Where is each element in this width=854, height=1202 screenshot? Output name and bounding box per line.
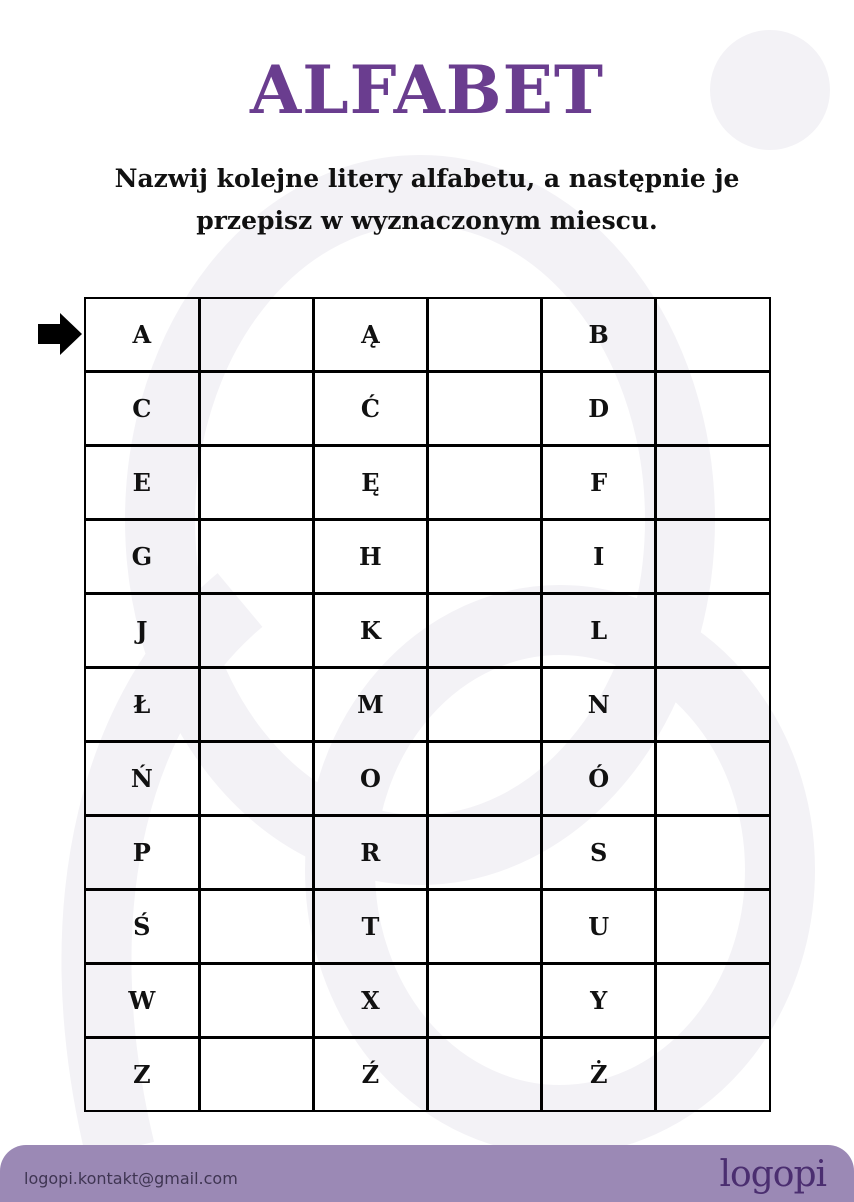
table-row bbox=[85, 372, 770, 446]
arrow-right-icon bbox=[36, 311, 84, 357]
table-row bbox=[85, 742, 770, 816]
letter-cell: W bbox=[85, 964, 199, 1038]
writing-cell[interactable] bbox=[427, 594, 541, 668]
table-row bbox=[85, 298, 770, 372]
letter-cell: Ę bbox=[313, 446, 427, 520]
letter-cell: R bbox=[313, 816, 427, 890]
letter-cell: Ź bbox=[313, 1038, 427, 1112]
letter-cell: Ń bbox=[85, 742, 199, 816]
instruction-line: Nazwij kolejne litery alfabetu, a następnie je bbox=[114, 164, 740, 193]
writing-cell[interactable] bbox=[199, 446, 313, 520]
letter-cell: S bbox=[542, 816, 656, 890]
writing-cell[interactable] bbox=[199, 742, 313, 816]
instruction-text bbox=[90, 158, 764, 242]
writing-cell[interactable] bbox=[427, 372, 541, 446]
footer bbox=[0, 1145, 854, 1202]
writing-cell[interactable] bbox=[427, 298, 541, 372]
letter-cell: Ś bbox=[85, 890, 199, 964]
writing-cell[interactable] bbox=[199, 1038, 313, 1112]
letter-cell: J bbox=[85, 594, 199, 668]
letter-cell: B bbox=[542, 298, 656, 372]
writing-cell[interactable] bbox=[656, 446, 770, 520]
writing-cell[interactable] bbox=[199, 964, 313, 1038]
alphabet-table bbox=[84, 297, 771, 1112]
table-row bbox=[85, 816, 770, 890]
letter-cell: L bbox=[542, 594, 656, 668]
writing-cell[interactable] bbox=[199, 816, 313, 890]
table-row bbox=[85, 594, 770, 668]
table-row bbox=[85, 520, 770, 594]
writing-cell[interactable] bbox=[427, 890, 541, 964]
writing-cell[interactable] bbox=[427, 964, 541, 1038]
table-row bbox=[85, 668, 770, 742]
letter-cell: Y bbox=[542, 964, 656, 1038]
writing-cell[interactable] bbox=[427, 446, 541, 520]
letter-cell: O bbox=[313, 742, 427, 816]
letter-cell: C bbox=[85, 372, 199, 446]
writing-cell[interactable] bbox=[656, 372, 770, 446]
letter-cell: P bbox=[85, 816, 199, 890]
letter-cell: H bbox=[313, 520, 427, 594]
writing-cell[interactable] bbox=[656, 742, 770, 816]
writing-cell[interactable] bbox=[427, 1038, 541, 1112]
writing-cell[interactable] bbox=[656, 1038, 770, 1112]
letter-cell: X bbox=[313, 964, 427, 1038]
writing-cell[interactable] bbox=[199, 520, 313, 594]
letter-cell: Ó bbox=[542, 742, 656, 816]
writing-cell[interactable] bbox=[656, 890, 770, 964]
letter-cell: Ą bbox=[313, 298, 427, 372]
writing-cell[interactable] bbox=[199, 372, 313, 446]
writing-cell[interactable] bbox=[427, 668, 541, 742]
writing-cell[interactable] bbox=[199, 298, 313, 372]
letter-cell: I bbox=[542, 520, 656, 594]
letter-cell: F bbox=[542, 446, 656, 520]
letter-cell: E bbox=[85, 446, 199, 520]
writing-cell[interactable] bbox=[199, 890, 313, 964]
writing-cell[interactable] bbox=[427, 742, 541, 816]
table-row bbox=[85, 1038, 770, 1112]
letter-cell: Ć bbox=[313, 372, 427, 446]
letter-cell: M bbox=[313, 668, 427, 742]
writing-cell[interactable] bbox=[199, 594, 313, 668]
letter-cell: U bbox=[542, 890, 656, 964]
letter-cell: Ł bbox=[85, 668, 199, 742]
writing-cell[interactable] bbox=[199, 668, 313, 742]
letter-cell: G bbox=[85, 520, 199, 594]
writing-cell[interactable] bbox=[656, 594, 770, 668]
letter-cell: N bbox=[542, 668, 656, 742]
footer-logo: logopi bbox=[719, 1154, 826, 1195]
instruction-line: przepisz w wyznaczonym miescu. bbox=[196, 206, 658, 235]
footer-email[interactable]: logopi.kontakt@gmail.com bbox=[24, 1169, 238, 1188]
writing-cell[interactable] bbox=[656, 668, 770, 742]
writing-cell[interactable] bbox=[427, 816, 541, 890]
page-title: ALFABET bbox=[249, 51, 604, 129]
table-row bbox=[85, 890, 770, 964]
letter-cell: T bbox=[313, 890, 427, 964]
table-row bbox=[85, 964, 770, 1038]
letter-cell: A bbox=[85, 298, 199, 372]
writing-cell[interactable] bbox=[427, 520, 541, 594]
letter-cell: K bbox=[313, 594, 427, 668]
letter-cell: Ż bbox=[542, 1038, 656, 1112]
writing-cell[interactable] bbox=[656, 298, 770, 372]
writing-cell[interactable] bbox=[656, 816, 770, 890]
table-row bbox=[85, 446, 770, 520]
letter-cell: Z bbox=[85, 1038, 199, 1112]
writing-cell[interactable] bbox=[656, 520, 770, 594]
writing-cell[interactable] bbox=[656, 964, 770, 1038]
letter-cell: D bbox=[542, 372, 656, 446]
